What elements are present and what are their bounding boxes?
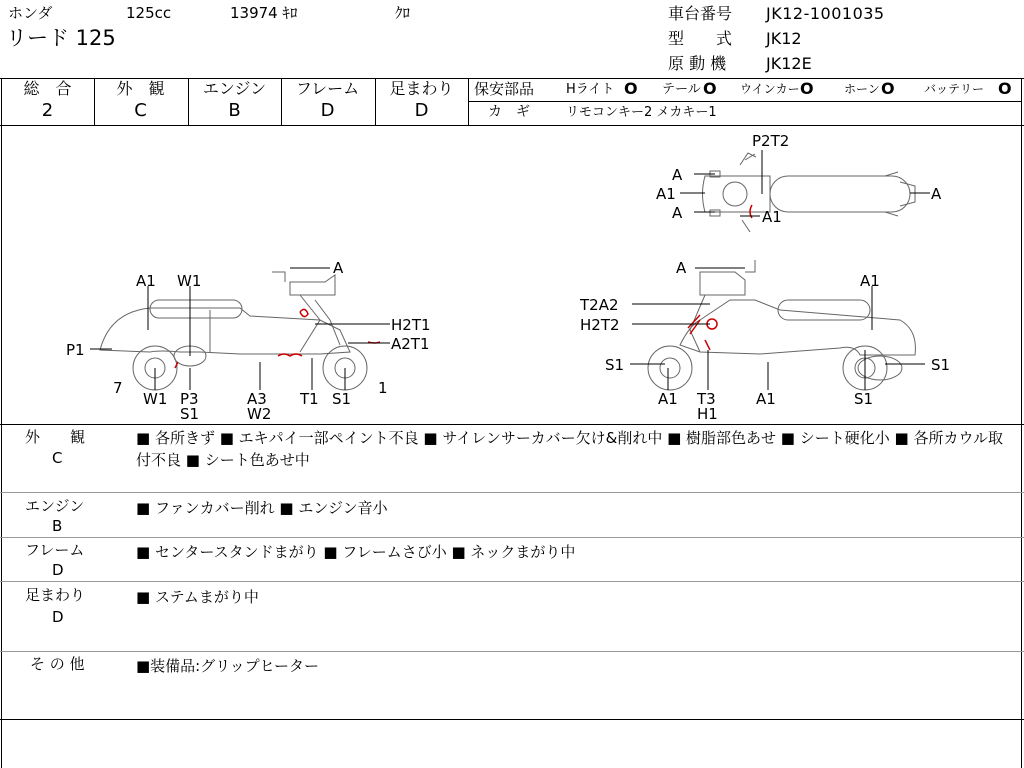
color: ｸﾛ: [395, 4, 411, 22]
section-engine-items: ■ ファンカバー削れ ■ エンジン音小: [136, 499, 388, 517]
safety-tail-label: テール: [662, 82, 701, 97]
grade-engine-value: B: [228, 100, 241, 121]
displacement: 125cc: [126, 4, 172, 22]
section-exterior-grade: C: [52, 449, 63, 467]
lbl-right-a1c: A1: [756, 390, 776, 408]
lbl-top-a2: A: [672, 204, 683, 222]
safety-headlight-label: Hライト: [566, 82, 615, 97]
grade-overall-label: 総 合: [23, 79, 72, 98]
lbl-right-s1b: S1: [931, 356, 951, 374]
section-other-items: ■装備品:グリップヒーター: [136, 657, 320, 675]
lbl-left-a2t1: A2T1: [391, 335, 430, 353]
engine-label: 原 動 機: [668, 54, 727, 73]
damage-diagram: [0, 126, 1024, 424]
top-view-scooter: [703, 153, 916, 232]
lbl-left-a: A: [333, 259, 344, 277]
lbl-left-1: 1: [378, 379, 388, 397]
lbl-right-a1: A1: [860, 272, 880, 290]
section-suspension-grade: D: [52, 608, 64, 626]
lbl-right-s1c: S1: [854, 390, 874, 408]
lbl-top-p2t2: P2T2: [752, 132, 790, 150]
section-suspension-label: 足まわり: [25, 586, 86, 604]
section-engine-grade: B: [52, 517, 63, 535]
safety-headlight-mark: O: [624, 79, 638, 98]
lbl-left-s1: S1: [180, 405, 200, 423]
lbl-left-w1b: W1: [143, 390, 168, 408]
section-exterior-items: ■ 各所きず ■ エキパイ一部ペイント不良 ■ サイレンサーカバー欠け&削れ中 ■ 樹脂部色あせ ■ シート硬化小 ■ 各所カウル取付不良 ■ シート色あせ中: [136, 429, 1004, 469]
lbl-right-a: A: [676, 259, 687, 277]
lbl-left-a1: A1: [136, 272, 156, 290]
safety-tail-mark: O: [703, 79, 717, 98]
frame-no-label: 車台番号: [668, 4, 733, 23]
safety-horn-label: ホーン: [844, 82, 880, 96]
lbl-right-a1b: A1: [658, 390, 678, 408]
lbl-left-w1: W1: [177, 272, 202, 290]
section-frame-label: フレーム: [25, 541, 85, 559]
grade-engine-label: エンジン: [202, 79, 267, 98]
lbl-left-t1: T1: [300, 390, 319, 408]
safety-horn-mark: O: [881, 79, 895, 98]
mileage: 13974 ｷﾛ: [230, 4, 298, 22]
section-frame-items: ■ センタースタンドまがり ■ フレームさび小 ■ ネックまがり中: [136, 543, 576, 561]
safety-battery-label: バッテリー: [924, 82, 985, 96]
grade-frame-value: D: [320, 100, 335, 121]
lbl-left-7: 7: [113, 379, 123, 397]
lbl-top-a1c: A1: [762, 208, 782, 226]
lbl-right-h2t2: H2T2: [580, 316, 620, 334]
type-label: 型 式: [668, 29, 733, 48]
grade-frame-label: フレーム: [295, 79, 360, 98]
lbl-top-a1: A: [672, 166, 683, 184]
type-value: JK12: [766, 29, 802, 48]
model-name: リード 125: [6, 26, 116, 50]
lbl-left-w2: W2: [247, 405, 272, 423]
lbl-right-s1: S1: [605, 356, 625, 374]
maker: ホンダ: [8, 4, 53, 22]
section-frame-grade: D: [52, 561, 64, 579]
grade-suspension-label: 足まわり: [389, 79, 454, 98]
key-value: リモコンキー2 メカキー1: [566, 105, 717, 120]
lbl-left-p3: P3: [180, 390, 199, 408]
grade-suspension-value: D: [414, 100, 429, 121]
lbl-top-a3: A: [931, 185, 942, 203]
lbl-top-a1b: A1: [656, 185, 676, 203]
lbl-left-h2t1: H2T1: [391, 316, 431, 334]
key-label: カ ギ: [488, 104, 530, 120]
lbl-right-h1: H1: [697, 405, 718, 423]
safety-winker-label: ウインカー: [740, 82, 800, 96]
frame-no: JK12-1001035: [766, 4, 885, 23]
lbl-right-t3: T3: [697, 390, 716, 408]
safety-title: 保安部品: [474, 80, 535, 98]
grade-exterior-value: C: [134, 100, 147, 121]
lbl-right-t2a2: T2A2: [580, 296, 619, 314]
safety-winker-mark: O: [800, 79, 814, 98]
section-engine-label: エンジン: [25, 497, 85, 515]
engine-value: JK12E: [766, 54, 812, 73]
safety-battery-mark: O: [998, 79, 1012, 98]
lbl-left-a3: A3: [247, 390, 267, 408]
section-other-label: そ の 他: [30, 655, 85, 673]
lbl-left-s1b: S1: [332, 390, 352, 408]
section-exterior-label: 外 観: [25, 428, 86, 446]
grade-exterior-label: 外 観: [116, 79, 165, 98]
section-suspension-items: ■ ステムまがり中: [136, 588, 259, 606]
lbl-left-p1: P1: [66, 341, 85, 359]
grade-overall-value: 2: [41, 100, 54, 121]
